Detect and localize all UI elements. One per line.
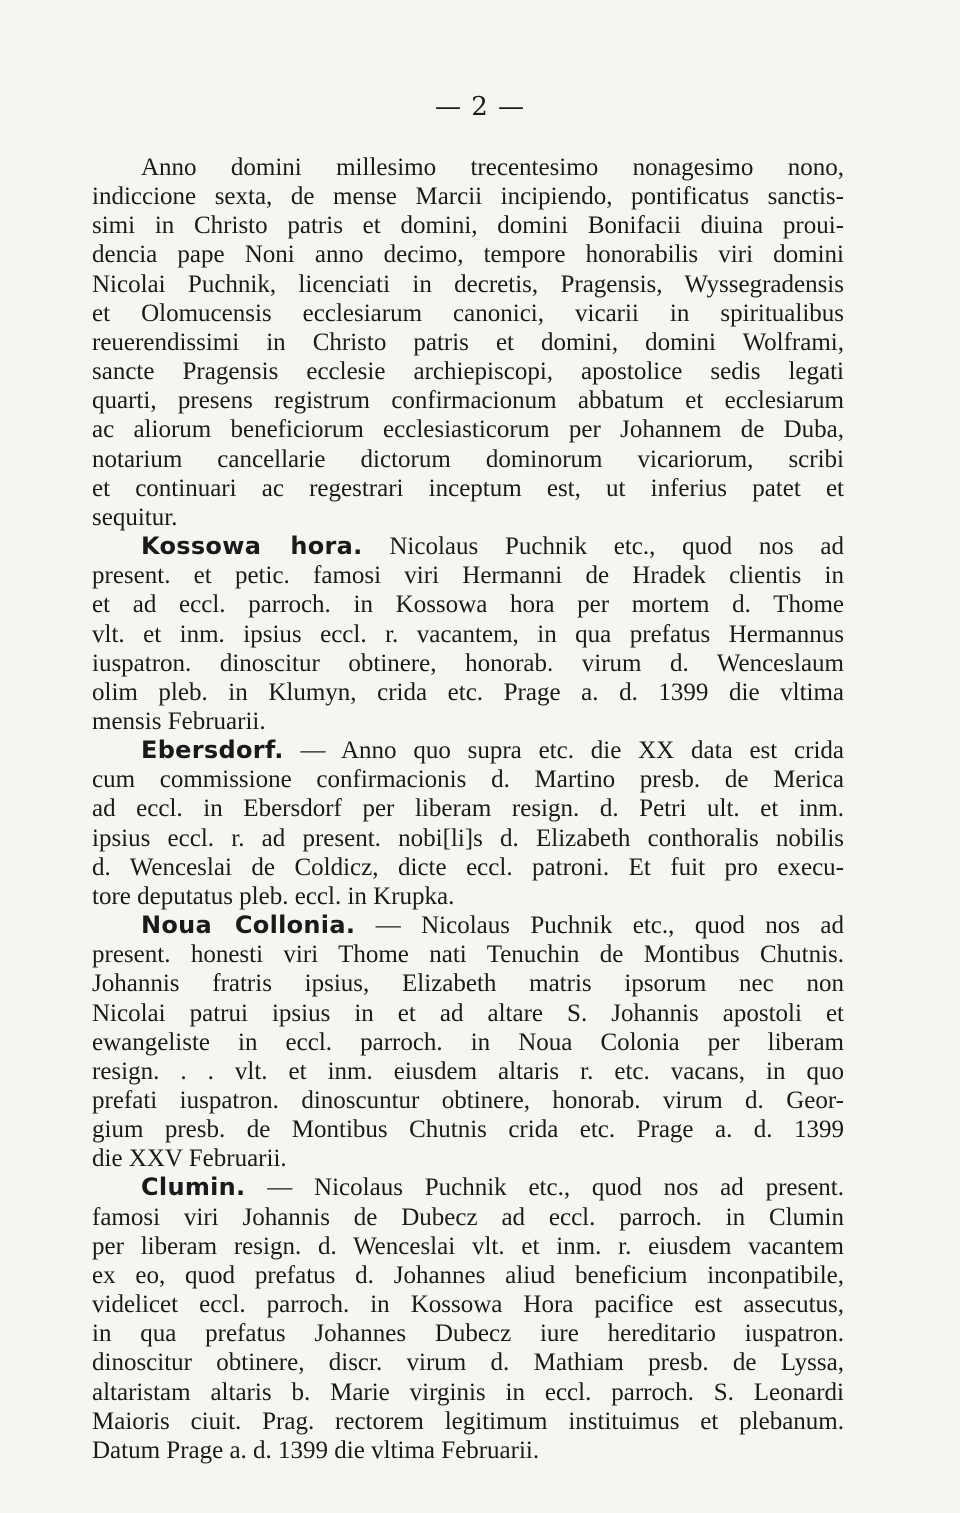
text-line <box>92 620 844 649</box>
entry-heading: Kossowa hora. <box>141 532 363 561</box>
text-line <box>92 1086 844 1115</box>
text-line <box>92 1290 844 1319</box>
text-line <box>92 707 844 736</box>
line-text: Johannis fratris ipsius, Elizabeth matris ipsorum nec non <box>92 970 844 998</box>
text-line <box>92 1203 844 1232</box>
line-text: Nicolai Puchnik, licenciati in decretis, Pragensis, Wyssegradensis <box>92 270 844 298</box>
line-text: et continuari ac regestrari inceptum est, ut inferius patet et <box>92 474 844 502</box>
line-text: in qua prefatus Johannes Dubecz iure hereditario iuspatron. <box>92 1320 844 1348</box>
text-line <box>92 1028 844 1057</box>
text-line <box>92 240 844 269</box>
text-line <box>92 1348 844 1377</box>
text-line <box>92 1144 844 1173</box>
text-line <box>92 182 844 211</box>
text-line <box>92 1057 844 1086</box>
text-line <box>92 328 844 357</box>
line-text: et Olomucensis ecclesiarum canonici, vicarii in spiritualibus <box>92 299 844 327</box>
page-number: — 2 — <box>434 92 526 122</box>
line-text: Anno domini millesimo trecentesimo nonagesimo nono, <box>141 154 844 181</box>
text-line <box>92 678 844 707</box>
line-text: Maioris ciuit. Prag. rectorem legitimum instituimus et plebanum. <box>92 1407 844 1435</box>
line-text: cum commissione confirmacionis d. Martino presb. de Merica <box>92 766 844 794</box>
text-line <box>92 765 844 794</box>
line-text: — Nicolaus Puchnik etc., quod nos ad present. <box>267 1174 845 1202</box>
line-text: present. et petic. famosi viri Hermanni de Hradek clientis in <box>92 562 844 590</box>
line-text: — Nicolaus Puchnik etc., quod nos ad <box>375 912 844 940</box>
line-text: present. honesti viri Thome nati Tenuchin de Montibus Chutnis. <box>92 941 844 969</box>
entry-heading-line <box>92 736 844 765</box>
line-text: mensis Februarii. <box>92 707 266 735</box>
text-line <box>92 853 844 882</box>
line-text: ad eccl. in Ebersdorf per liberam resign. d. Petri ult. et inm. <box>92 795 844 823</box>
line-text: reuerendissimi in Christo patris et domini, domini Wolframi, <box>92 328 844 356</box>
text-line <box>92 270 844 299</box>
line-text: resign. . . vlt. et inm. eiusdem altaris r. etc. vacans, in quo <box>92 1057 844 1085</box>
line-text: tore deputatus pleb. eccl. in Krupka. <box>92 882 455 910</box>
text-line <box>92 590 844 619</box>
line-text: videlicet eccl. parroch. in Kossowa Hora pacifice est assecutus, <box>92 1291 844 1319</box>
line-text: altaristam altaris b. Marie virginis in eccl. parroch. S. Leonardi <box>92 1378 844 1406</box>
text-line <box>92 969 844 998</box>
text-line <box>92 445 844 474</box>
line-text: Nicolai patrui ipsius in et ad altare S. Johannis apostoli et <box>92 999 844 1027</box>
text-line <box>92 1407 844 1436</box>
line-text: — Anno quo supra etc. die XX data est crida <box>300 737 844 765</box>
entry-heading: Noua Collonia. <box>141 911 356 940</box>
text-line <box>92 561 844 590</box>
text-line <box>92 1378 844 1407</box>
line-text: sequitur. <box>92 503 178 531</box>
line-text: olim pleb. in Klumyn, crida etc. Prage a. d. 1399 die vltima <box>92 678 844 706</box>
line-text: notarium cancellarie dictorum dominorum vicariorum, scribi <box>92 445 844 473</box>
line-text: dencia pape Noni anno decimo, tempore honorabilis viri domini <box>92 241 844 269</box>
text-line <box>92 1232 844 1261</box>
text-line <box>92 1436 844 1465</box>
text-line <box>92 503 844 532</box>
text-line <box>92 999 844 1028</box>
entry-heading: Clumin. <box>141 1173 246 1202</box>
text-line <box>92 649 844 678</box>
entry-heading-line <box>92 911 844 940</box>
line-text: ac aliorum beneficiorum ecclesiasticorum per Johannem de Duba, <box>92 416 844 444</box>
text-line <box>92 474 844 503</box>
line-text: ipsius eccl. r. ad present. nobi[li]s d. Elizabeth conthoralis nobilis <box>92 824 844 852</box>
text-line <box>92 299 844 328</box>
line-text: d. Wenceslai de Coldicz, dicte eccl. patroni. Et fuit pro execu- <box>92 853 844 881</box>
text-line <box>92 415 844 444</box>
text-line <box>92 882 844 911</box>
text-line <box>92 153 844 182</box>
text-line <box>92 824 844 853</box>
body-text <box>92 153 844 1465</box>
entry-heading-line <box>92 1173 844 1202</box>
line-text: quarti, presens registrum confirmacionum abbatum et ecclesiarum <box>92 387 844 415</box>
line-text: sancte Pragensis ecclesie archiepiscopi, apostolice sedis legati <box>92 358 844 386</box>
line-text: simi in Christo patris et domini, domini Bonifacii diuina proui- <box>92 212 844 240</box>
text-line <box>92 1319 844 1348</box>
text-line <box>92 386 844 415</box>
line-text: vlt. et inm. ipsius eccl. r. vacantem, in qua prefatus Hermannus <box>92 620 844 648</box>
line-text: die XXV Februarii. <box>92 1145 287 1173</box>
text-line <box>92 1261 844 1290</box>
text-line <box>92 794 844 823</box>
line-text: et ad eccl. parroch. in Kossowa hora per mortem d. Thome <box>92 591 844 619</box>
text-line <box>92 211 844 240</box>
entry-heading-line <box>92 532 844 561</box>
line-text: per liberam resign. d. Wenceslai vlt. et inm. r. eiusdem vacantem <box>92 1232 844 1260</box>
text-line <box>92 357 844 386</box>
text-line <box>92 940 844 969</box>
line-text: ewangeliste in eccl. parroch. in Noua Colonia per liberam <box>92 1028 844 1056</box>
line-text: indiccione sexta, de mense Marcii incipiendo, pontificatus sanctis- <box>92 183 844 211</box>
line-text: Datum Prage a. d. 1399 die vltima Februarii. <box>92 1436 540 1464</box>
line-text: prefati iuspatron. dinoscuntur obtinere, honorab. virum d. Geor- <box>92 1087 844 1114</box>
entry-heading: Ebersdorf. <box>141 736 284 765</box>
line-text: famosi viri Johannis de Dubecz ad eccl. parroch. in Clumin <box>92 1203 844 1231</box>
line-text: iuspatron. dinoscitur obtinere, honorab. virum d. Wenceslaum <box>92 649 844 677</box>
line-text: Nicolaus Puchnik etc., quod nos ad <box>389 533 845 561</box>
line-text: dinoscitur obtinere, discr. virum d. Mathiam presb. de Lyssa, <box>92 1349 844 1377</box>
text-line <box>92 1115 844 1144</box>
line-text: ex eo, quod prefatus d. Johannes aliud beneficium inconpatibile, <box>92 1261 844 1289</box>
line-text: gium presb. de Montibus Chutnis crida etc. Prage a. d. 1399 <box>92 1116 844 1144</box>
